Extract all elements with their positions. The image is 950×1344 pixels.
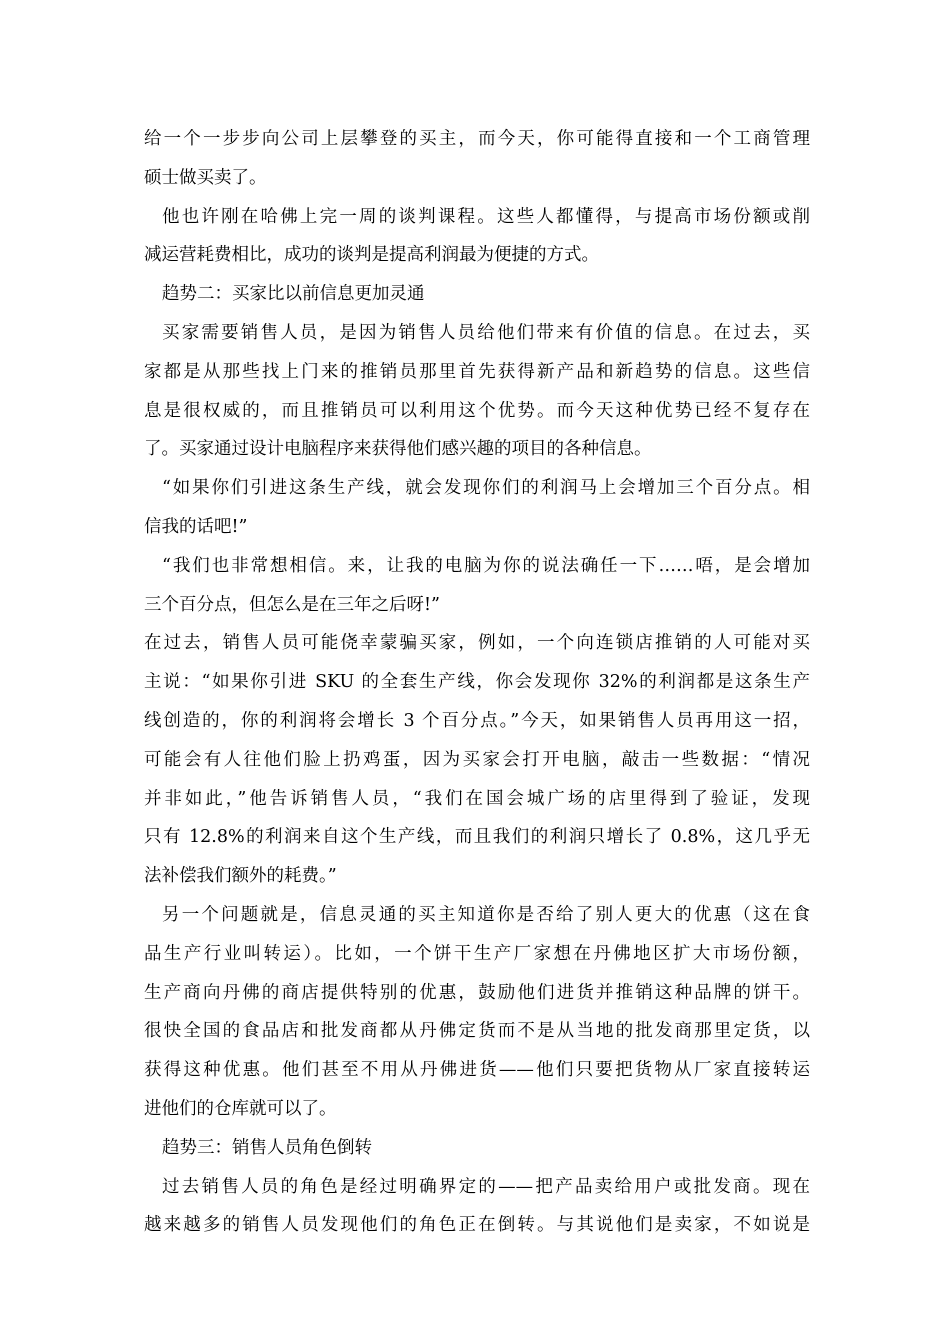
text-line: 进他们的仓库就可以了。: [144, 1098, 337, 1119]
text-line: 主说：“如果你引进 SKU 的全套生产线，你会发现你 32%的利润都是这条生产: [144, 672, 810, 693]
text-line: 可能会有人往他们脸上扔鸡蛋，因为买家会打开电脑，敲击一些数据：“情况: [144, 749, 810, 770]
text-line: 他也许刚在哈佛上完一周的谈判课程。这些人都懂得，与提高市场份额或削: [162, 206, 810, 227]
text-line: 家都是从那些找上门来的推销员那里首先获得新产品和新趋势的信息。这些信: [144, 361, 810, 382]
text-line: 线创造的，你的利润将会增长 3 个百分点。”今天，如果销售人员再用这一招，: [144, 710, 810, 731]
text-line: 了。买家通过设计电脑程序来获得他们感兴趣的项目的各种信息。: [144, 439, 652, 460]
text-line: 获得这种优惠。他们甚至不用从丹佛进货——他们只要把货物从厂家直接转运: [144, 1060, 810, 1081]
text-line: 另一个问题就是，信息灵通的买主知道你是否给了别人更大的优惠（这在食: [162, 904, 810, 925]
text-line: 生产商向丹佛的商店提供特别的优惠，鼓励他们进货并推销这种品牌的饼干。: [144, 982, 810, 1003]
text-line: 只有 12.8%的利润来自这个生产线，而且我们的利润只增长了 0.8%，这几乎无: [144, 827, 810, 848]
text-line: “如果你们引进这条生产线，就会发现你们的利润马上会增加三个百分点。相: [162, 478, 810, 499]
text-line: 越来越多的销售人员发现他们的角色正在倒转。与其说他们是卖家，不如说是: [144, 1215, 810, 1236]
text-line: 给一个一步步向公司上层攀登的买主，而今天，你可能得直接和一个工商管理: [144, 129, 810, 149]
text-line: 并非如此，”他告诉销售人员，“我们在国会城广场的店里得到了验证，发现: [144, 788, 810, 809]
text-line: 息是很权威的，而且推销员可以利用这个优势。而今天这种优势已经不复存在: [144, 400, 810, 421]
text-line: 过去销售人员的角色是经过明确界定的——把产品卖给用户或批发商。现在: [162, 1176, 810, 1197]
text-line: 在过去，销售人员可能侥幸蒙骗买家，例如，一个向连锁店推销的人可能对买: [144, 633, 810, 654]
text-line: 硕士做买卖了。: [144, 167, 267, 188]
text-line: 信我的话吧!”: [144, 516, 248, 537]
section-heading: 趋势三：销售人员角色倒转: [162, 1137, 372, 1158]
text-line: 法补偿我们额外的耗费。”: [144, 866, 337, 887]
text-line: 买家需要销售人员，是因为销售人员给他们带来有价值的信息。在过去，买: [162, 322, 810, 343]
text-line: 三个百分点，但怎么是在三年之后呀!”: [144, 594, 440, 615]
text-line: “我们也非常想相信。来，让我的电脑为你的说法确任一下……唔，是会增加: [162, 555, 810, 576]
text-line: 品生产行业叫转运）。比如，一个饼干生产厂家想在丹佛地区扩大市场份额，: [144, 943, 810, 964]
text-line: 减运营耗费相比，成功的谈判是提高利润最为便捷的方式。: [144, 245, 599, 266]
text-line: 很快全国的食品店和批发商都从丹佛定货而不是从当地的批发商那里定货，以: [144, 1021, 810, 1042]
body-text: [144, 120, 810, 1245]
section-heading: 趋势二：买家比以前信息更加灵通: [162, 284, 425, 305]
